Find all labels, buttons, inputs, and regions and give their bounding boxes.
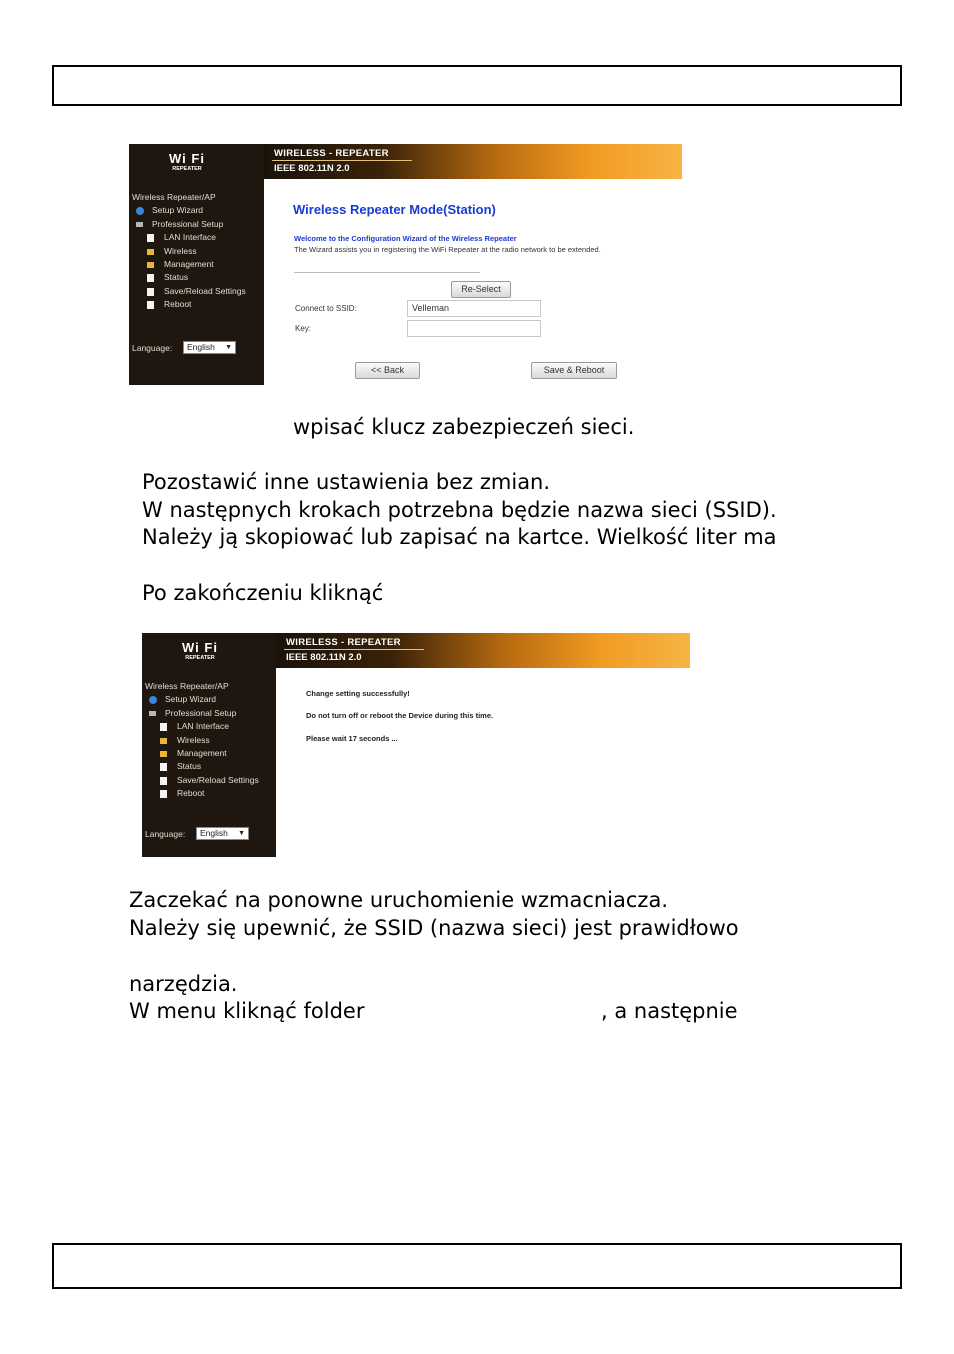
sidebar-item-management[interactable] — [145, 747, 276, 760]
instruction-wait-restart: Zaczekać na ponowne uruchomienie wzmacniacza. — [129, 888, 668, 912]
sidebar-item-label: LAN Interface — [177, 721, 229, 732]
sidebar-item-lan-interface[interactable] — [145, 720, 276, 733]
sidebar-item-label: Management — [177, 747, 227, 758]
sidebar-item-label: LAN Interface — [164, 232, 216, 243]
ssid-input[interactable]: Velleman — [407, 300, 541, 317]
page-icon — [147, 234, 154, 242]
sidebar-item-label: Wireless — [177, 734, 210, 745]
wait-countdown: 17 — [348, 734, 357, 743]
logo-subtitle: REPEATER — [172, 166, 202, 172]
sidebar-item-wireless[interactable] — [145, 734, 276, 747]
page-title: Wireless Repeater Mode(Station) — [293, 202, 496, 217]
sidebar-item-label: Reboot — [164, 299, 192, 310]
wait-message — [306, 734, 398, 743]
sidebar-item-label: Reboot — [177, 788, 205, 799]
divider — [294, 272, 480, 273]
sidebar-item-lan-interface[interactable] — [132, 231, 264, 244]
sidebar-item-wireless-repeater-ap[interactable] — [132, 191, 264, 204]
chevron-down-icon: ▼ — [225, 344, 232, 351]
instruction-leave-settings: Pozostawić inne ustawienia bez zmian. — [142, 470, 551, 494]
language-select[interactable] — [183, 341, 236, 354]
sidebar-nav — [145, 680, 276, 801]
banner-subtitle: IEEE 802.11N 2.0 — [274, 163, 350, 174]
page-icon — [147, 288, 154, 296]
sidebar-item-setup-wizard[interactable] — [132, 204, 264, 217]
screenshot-saving — [142, 633, 690, 857]
folder-icon — [147, 249, 154, 255]
banner-title: WIRELESS - REPEATER — [274, 148, 389, 159]
sidebar-item-label: Status — [177, 761, 202, 772]
instruction-ssid-needed: W następnych krokach potrzebna będzie nazwa sieci (SSID). — [142, 498, 777, 522]
sidebar-item-status[interactable] — [145, 760, 276, 773]
reselect-button[interactable]: Re-Select — [451, 281, 511, 298]
language-label: Language: — [145, 829, 186, 839]
sidebar-item-label: Setup Wizard — [165, 694, 217, 705]
sidebar — [129, 144, 264, 385]
language-row — [145, 828, 245, 839]
chevron-down-icon: ▼ — [238, 830, 245, 837]
header-banner — [276, 633, 690, 668]
language-label: Language: — [132, 343, 173, 353]
globe-icon — [149, 696, 157, 704]
wifi-logo — [178, 641, 222, 662]
welcome-text: Welcome to the Configuration Wizard of the Wireless Repeater — [294, 234, 517, 243]
instruction-click-when-done: Po zakończeniu kliknąć — [142, 581, 384, 605]
banner-divider — [272, 160, 412, 161]
sidebar-item-wireless[interactable] — [132, 245, 264, 258]
page-icon — [160, 777, 167, 785]
language-select[interactable] — [196, 827, 249, 840]
instruction-key: wpisać klucz zabezpieczeń sieci. — [293, 415, 635, 439]
sidebar-item-label: Status — [164, 272, 189, 283]
sidebar-item-save-reload[interactable] — [145, 774, 276, 787]
folder-icon — [160, 738, 167, 744]
sidebar-item-status[interactable] — [132, 271, 264, 284]
wifi-logo — [165, 152, 209, 173]
page-footer-box — [52, 1243, 902, 1289]
sidebar-item-label: Professional Setup — [152, 218, 224, 229]
banner-subtitle: IEEE 802.11N 2.0 — [286, 652, 362, 663]
sidebar-item-label: Wireless — [164, 245, 197, 256]
instruction-copy-ssid: Należy ją skopiować lub zapisać na kartce. Wielkość liter ma — [142, 525, 777, 549]
computer-icon — [136, 222, 143, 227]
sidebar-item-label: Save/Reload Settings — [177, 774, 259, 785]
sidebar-item-professional-setup[interactable] — [132, 218, 264, 231]
page-icon — [160, 723, 167, 731]
key-label: Key: — [295, 324, 312, 333]
key-input[interactable] — [407, 320, 541, 337]
sidebar-item-wireless-repeater-ap[interactable] — [145, 680, 276, 693]
sidebar-item-management[interactable] — [132, 258, 264, 271]
banner-divider — [284, 649, 424, 650]
instruction-then: , a następnie — [601, 999, 738, 1023]
warning-message: Do not turn off or reboot the Device during this time. — [306, 711, 494, 720]
sidebar — [142, 633, 276, 857]
sidebar-item-label: Wireless Repeater/AP — [132, 192, 216, 202]
wait-suffix: seconds ... — [356, 734, 398, 743]
page-icon — [160, 763, 167, 771]
language-row — [132, 342, 232, 353]
ssid-label: Connect to SSID: — [295, 304, 357, 313]
page-icon — [160, 790, 167, 798]
sidebar-item-setup-wizard[interactable] — [145, 693, 276, 706]
wizard-content — [264, 179, 682, 385]
instruction-verify-ssid: Należy się upewnić, że SSID (nazwa sieci) jest prawidłowo — [129, 916, 739, 940]
page-icon — [147, 301, 154, 309]
sidebar-item-label: Professional Setup — [165, 707, 237, 718]
sidebar-item-reboot[interactable] — [145, 787, 276, 800]
instruction-click-folder: W menu kliknąć folder — [129, 999, 365, 1023]
save-reboot-button[interactable]: Save & Reboot — [531, 362, 617, 379]
language-value: English — [200, 828, 228, 838]
wizard-description: The Wizard assists you in registering the WiFi Repeater at the radio network to be extended. — [294, 245, 601, 254]
sidebar-nav — [132, 191, 264, 312]
computer-icon — [149, 711, 156, 716]
success-message: Change setting successfully! — [306, 689, 410, 698]
folder-icon — [160, 751, 167, 757]
sidebar-item-reboot[interactable] — [132, 298, 264, 311]
sidebar-item-save-reload[interactable] — [132, 285, 264, 298]
banner-title: WIRELESS - REPEATER — [286, 637, 401, 648]
page-icon — [147, 274, 154, 282]
logo-wifi-text: Wi Fi — [169, 151, 205, 166]
sidebar-item-professional-setup[interactable] — [145, 707, 276, 720]
logo-subtitle: REPEATER — [185, 655, 215, 661]
globe-icon — [136, 207, 144, 215]
sidebar-item-label: Management — [164, 258, 214, 269]
instruction-tools: narzędzia. — [129, 972, 238, 996]
logo-wifi-text: Wi Fi — [182, 640, 218, 655]
sidebar-item-label: Setup Wizard — [152, 205, 204, 216]
header-banner — [264, 144, 682, 179]
sidebar-item-label: Wireless Repeater/AP — [145, 681, 229, 691]
page-header-box — [52, 65, 902, 106]
sidebar-item-label: Save/Reload Settings — [164, 285, 246, 296]
screenshot-wizard — [129, 144, 682, 385]
folder-icon — [147, 262, 154, 268]
status-content — [276, 668, 690, 857]
back-button[interactable]: << Back — [355, 362, 420, 379]
language-value: English — [187, 342, 215, 352]
wait-prefix: Please wait — [306, 734, 349, 743]
